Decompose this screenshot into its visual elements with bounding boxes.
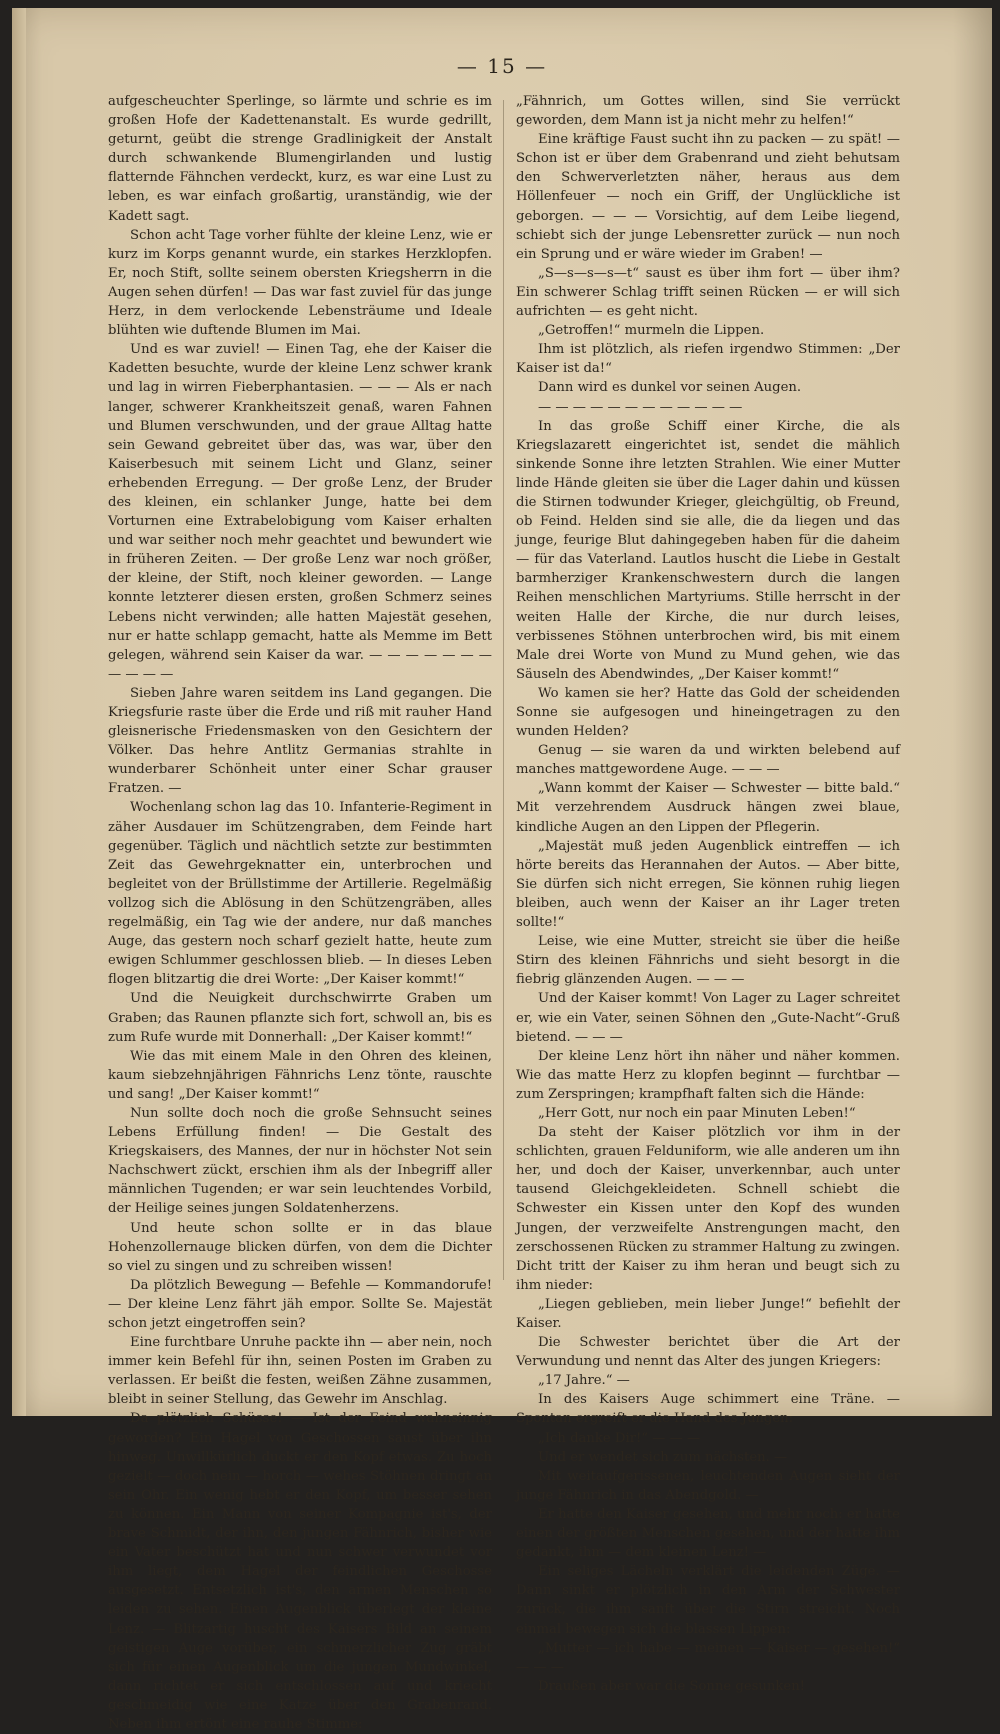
paragraph: Und es war zuviel! — Einen Tag, ehe der Kaiser die Kadetten besuchte, wurde der kleine Lenz schwer krank und lag in wirren Fieberphantasien. — — — Als er nach langer, schwerer Krankheitszeit genaß, waren Fahnen und Blumen verschwunden, und der graue Alltag hatte sein Gewand gebreitet über das, was war, über den Kaiserbesuch mit seinem Licht und Glanz, seiner erhebenden Erregung. — Der große Lenz, der Bruder des kleinen, ein schlanker Junge, hatte bei dem Vorturnen eine Extrabelobigung vom Kaiser erhalten und war seither noch mehr geachtet und bewundert wie in früheren Zeiten. — Der große Lenz war noch größer, der kleine, der Stift, noch kleiner geworden. — Lange konnte letzterer diesen ersten, großen Schmerz seines Lebens nicht verwinden; alle hatten Majestät gesehen, nur er hatte schlapp gemacht, hatte als Memme im Bett gelegen, während sein Kaiser da war. — — — — — — — — — — — xyxy=(108,342,492,682)
paragraph: Mit weitaufgerissenen, leuchtenden Augen sieht der junge Fähnrich in das Abendgold. — xyxy=(516,1468,900,1503)
paragraph: „17 Jahre.“ — xyxy=(538,1373,630,1389)
paragraph: Sieben Jahre waren seitdem ins Land gegangen. Die Kriegsfurie raste über die Erde und riß mit rauher Hand gleisnerische Friedensmasken von den Gesichtern der Völker. Das hehre Antlitz Germanias strahlte in wunderbarer Schönheit unter einer Schar grauser Fratzen. — xyxy=(108,685,492,797)
paragraph: In des Kaisers Auge schimmert eine Träne. — Spontan ergreift er die Hand des Jungen: xyxy=(516,1392,900,1427)
paragraph: Er hatte den Kaiser gesehen, und mehr noch: er hatte einen der größten Menschen gesehen, und der hatte ihm gedankt, ihm — dem kleinen Lenz! — xyxy=(516,1506,900,1561)
paragraph: — — — — — — — — — — — — xyxy=(538,399,743,415)
page-edge-shadow xyxy=(12,8,26,1416)
paragraph: Und heute schon sollte er in das blaue Hohenzollernauge blicken dürfen, von dem die Dichter so viel zu singen und zu schreiben wissen! xyxy=(108,1220,492,1274)
paragraph: Die Schwester berichtet über die Art der Verwundung und nennt das Alter des jungen Kriegers: xyxy=(516,1335,900,1370)
page-number: — 15 — xyxy=(456,54,548,78)
paragraph: Wochenlang schon lag das 10. Infanterie-Regiment in zäher Ausdauer im Schützengraben, dem Feinde hart gegenüber. Täglich und nächtlich setzte zur bestimmten Zeit das Gewehrgeknatter ein, unterbrochen und begleitet von der Brüllstimme der Artillerie. Regelmäßig vollzog sich die Ablösung in den Schützengräben, alles regelmäßig, ein Tag wie der andere, nur daß manches Auge, das gestern noch scharf gezielt hatte, heute zum ewigen Schlummer geschlossen blieb. — In dieses Leben flogen blitzartig die drei Worte: „Der Kaiser kommt!“ xyxy=(108,800,492,988)
document-page xyxy=(12,8,992,1732)
paragraph: Wo kamen sie her? Hatte das Gold der scheidenden Sonne sie aufgesogen und hineingetragen zu den wunden Helden? xyxy=(516,685,900,740)
paragraph: Der kleine Lenz hört ihn näher und näher kommen. Wie das matte Herz zu klopfen beginnt — furchtbar — zum Zerspringen; krampfhaft falten sich die Hände: xyxy=(516,1048,900,1102)
paragraph: Wie das mit einem Male in den Ohren des kleinen, kaum siebzehnjährigen Fähnrichs Lenz tönte, rauschte und sang! „Der Kaiser kommt!“ xyxy=(108,1048,492,1102)
paragraph: Schon acht Tage vorher fühlte der kleine Lenz, wie er kurz im Korps genannt wurde, ein starkes Herzklopfen. Er, noch Stift, sollte seinem obersten Kriegsherrn in die Augen sehen dürfen! — Das war fast zuviel für das junge Herz, in dem verlockende Lebensträume und Ideale blühten wie duftende Blumen im Mai. xyxy=(108,227,492,339)
paragraph: Draußen aber war die Sonne gesunken! xyxy=(538,1678,805,1694)
paragraph: aufgescheuchter Sperlinge, so lärmte und schrie es im großen Hofe der Kadettenanstalt. Es wurde gedrillt, geturnt, geübt die strenge Gradlinigkeit der Anstalt durch schwankende Blumengirlanden und lustig flatternde Fähnchen verdeckt, kurz, es war eine Lust zu leben, es war einfach großartig, uranständig, wie der Kadett sagt. xyxy=(108,94,492,224)
paragraph: Nun sollte doch noch die große Sehnsucht seines Lebens Erfüllung finden! — Die Gestalt des Kriegskaisers, des Mannes, der nur in höchster Not sein Nachschwert zückt, erschien ihm als der Inbegriff aller männlichen Tugenden; er war sein leuchtendes Vorbild, der Heilige seines jungen Soldatenherzens. xyxy=(108,1105,492,1217)
paragraph: „Mutter — ich habe — meinen — Kaiser — gesehen!“ — — — xyxy=(516,1640,900,1675)
paragraph: Da plötzlich Bewegung — Befehle — Kommandorufe! — Der kleine Lenz fährt jäh empor. Sollte Se. Majestät schon jetzt eingetroffen sein? xyxy=(108,1277,492,1331)
paragraph: Leise, wie eine Mutter, streicht sie über die heiße Stirn des kleinen Fähnrichs und sieht besorgt in die fiebrig glänzenden Augen. — — — xyxy=(516,934,900,988)
paragraph: „Wann kommt der Kaiser — Schwester — bitte bald.“ Mit verzehrendem Ausdruck hängen zwei blaue, kindliche Augen an den Lippen der Pflegerin. xyxy=(516,781,900,835)
paragraph: „Majestät muß jeden Augenblick eintreffen — ich hörte bereits das Herannahen der Autos. — Aber bitte, Sie dürfen sich nicht erregen, Sie können ruhig liegen bleiben, auch wenn der Kaiser an ihr Lager treten sollte!“ xyxy=(516,838,900,931)
right-column xyxy=(516,92,900,1696)
paragraph: „Getroffen!“ murmeln die Lippen. xyxy=(538,323,765,339)
paragraph: „S—s—s—s—t“ saust es über ihm fort — über ihm? Ein schwerer Schlag trifft seinen Rücken — er will sich aufrichten — es geht nicht. xyxy=(516,265,900,320)
paragraph: Dann wird es dunkel vor seinen Augen. xyxy=(538,380,802,396)
paragraph: Eine kräftige Faust sucht ihn zu packen — zu spät! — Schon ist er über dem Grabenrand und zieht behutsam den Schwerverletzten näher, heraus aus dem Höllenfeuer — noch ein Griff, der Unglückliche ist geborgen. — — — Vorsichtig, auf dem Leibe liegend, schiebt sich der junge Lebensretter zurück — nun noch ein Sprung und er wäre wieder im Graben! — xyxy=(516,132,900,262)
column-divider xyxy=(503,100,504,1280)
paragraph: Da steht der Kaiser plötzlich vor ihm in der schlichten, grauen Felduniform, wie alle anderen um ihn her, und doch der Kaiser, unverkennbar, auch unter tausend Gleichgekleideten. Schnell schiebt die Schwester ein Kissen unter den Kopf des wunden Jungen, der verzweifelte Anstrengungen macht, den zerschossenen Rücken zu strammer Haltung zu zwingen. Dicht tritt der Kaiser zu ihm heran und beugt sich zu ihm nieder: xyxy=(516,1125,900,1293)
paragraph: Da plötzlich Schüsse! — Ist der Feind wahnsinnig geworden? Ein Hagel von Geschossen saust über ihn hinweg. Unwillkürlich duckt er den Kopf etwas. Zu hoch gezielt — doch nein — horch — wehes Stöhnen dringt an sein Ohr. Ein wenig hebt er den Kopf, um besser sehen zu können. Ein Mann von seiner Kompagnie ist's, der brave Schmidt, der ihn, den jungen Fähnrich, bisher wie ein Vater beschützt hat und nun schwer verwundet vor ihm liegt, dem Hagel der feindlichen Geschosse ausgesetzt. Entsetzlich ist's, den armen Menschen so leiden zu sehen. Einen Augenblick überlegt der kleine Lenz. — Blitzartig huscht des Kaisers Bild an seinem geistigen Auge vorüber, ein schmerzlicher Zug gräbt sich für einen Augenblick um die jungen Mundwinkel, dann richtet er sich entschlossen auf und kriecht geschmeidig wie eine Katze über den Grabenrand. Neben ihm ertönt eine rauhe Stimme: xyxy=(108,1411,492,1732)
paragraph: Eine furchtbare Unruhe packte ihn — aber nein, noch immer kein Befehl für ihn, seinen Posten im Graben zu verlassen. Er beißt die festen, weißen Zähne zusammen, bleibt in seiner Stellung, das Gewehr im Anschlag. xyxy=(108,1335,492,1408)
paragraph: Und die Neuigkeit durchschwirrte Graben um Graben; das Raunen pflanzte sich fort, schwoll an, bis es zum Rufe wurde mit Donnerhall: „Der Kaiser kommt!“ xyxy=(108,991,492,1045)
paragraph: „Herr Gott, nur noch ein paar Minuten Leben!“ xyxy=(538,1105,856,1121)
paragraph: „Fähnrich, um Gottes willen, sind Sie verrückt geworden, dem Mann ist ja nicht mehr zu helfen!“ xyxy=(516,94,900,129)
paragraph: Und er wendet sich zum nächsten. — xyxy=(538,1449,788,1465)
left-column xyxy=(108,92,492,1734)
paragraph: Ihm ist plötzlich, als riefen irgendwo Stimmen: „Der Kaiser ist da!“ xyxy=(516,342,900,377)
paragraph: Genug — sie waren da und wirkten belebend auf manches mattgewordene Auge. — — — xyxy=(516,743,900,778)
paragraph: Und der Kaiser kommt! Von Lager zu Lager schreitet er, wie ein Vater, seinen Söhnen den „Gute-Nacht“-Gruß bietend. — — — xyxy=(516,991,900,1045)
paragraph: In das große Schiff einer Kirche, die als Kriegslazarett eingerichtet ist, sendet die mählich sinkende Sonne ihre letzten Strahlen. Wie einer Mutter linde Hände gleiten sie über die Lager dahin und küssen die Stirnen todwunder Krieger, gleichgültig, ob Freund, ob Feind. Helden sind sie alle, die da liegen und das junge, feurige Blut dahingegeben haben für die daheim — für das Vaterland. Lautlos huscht die Liebe in Gestalt barmherziger Krankenschwestern durch die langen Reihen menschlichen Martyriums. Stille herrscht in der weiten Halle der Kirche, die nur durch leises, verbissenes Stöhnen unterbrochen wird, bis mit einem Male drei Worte von Mund zu Mund gehen, wie das Säuseln des Abendwindes, „Der Kaiser kommt!“ xyxy=(516,418,900,682)
paragraph: „Ich danke Dir!“ — — — xyxy=(538,1430,701,1446)
paragraph: „Liegen geblieben, mein lieber Junge!“ befiehlt der Kaiser. xyxy=(516,1296,900,1331)
paragraph: Ein seliges Lächeln verklärt die leidenden Züge. — Dann sinkt er plötzlich in den Arm der Schwester zurück, die ihm sanft über die Stirn streicht. Noch einmal bewegen sich die blassen Lippen: xyxy=(516,1564,900,1637)
